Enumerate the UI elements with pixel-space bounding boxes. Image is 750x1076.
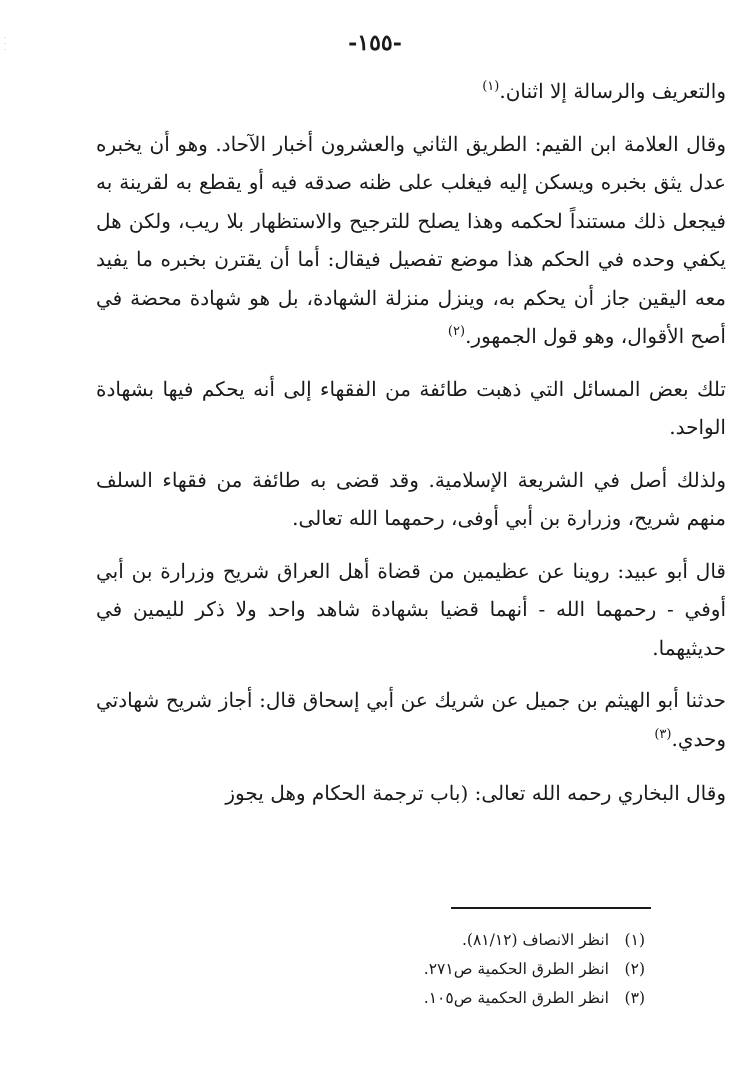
paragraph-6	[96, 681, 726, 758]
paragraph-2-text: وقال العلامة ابن القيم: الطريق الثاني والعشرون أخبار الآحاد. وهو أن يخبره عدل يثق بخبره ويسكن إليه فيغلب على ظنه صدقه فيه أو يقطع به لقرينة به فيجعل ذلك مستنداً لحكمه وهذا يصلح للترجيح والاستظهار بلا ريب، ولكن هل يكفي وحده في الحكم هذا موضع تفصيل فيقال: أما أن يقترن بخبره ما يفيد معه اليقين جاز أن يحكم به، وينزل منزلة الشهادة، بل هو شهادة محضة في أصح الأقوال، وهو قول الجمهور.	[96, 131, 726, 348]
footnotes	[300, 926, 645, 1013]
paragraph-7-text: وقال البخاري رحمه الله تعالى: (باب ترجمة الحكام وهل يجوز	[225, 781, 726, 805]
footnote-ref-3[interactable]: (٣)	[654, 726, 672, 742]
paragraph-1-text: والتعريف والرسالة إلا اثنان.	[499, 79, 726, 103]
paragraph-4	[96, 461, 726, 538]
footnote-number: (٢)	[624, 960, 645, 978]
paragraph-1	[96, 72, 726, 111]
paragraph-7	[96, 774, 726, 813]
footnote-ref-2[interactable]: (٢)	[447, 324, 466, 339]
body-text	[96, 72, 726, 813]
footnote-number: (١)	[624, 931, 645, 949]
paragraph-2	[96, 125, 726, 356]
footnote-divider	[451, 907, 651, 909]
footnote-item	[300, 955, 645, 984]
paragraph-3	[96, 370, 726, 447]
footnote-item	[300, 926, 645, 955]
footnote-text: انظر الانصاف (٨١/١٢).	[462, 931, 609, 949]
paragraph-5-text: قال أبو عبيد: روينا عن عظيمين من قضاة أهل العراق شريح وزرارة بن أبي أوفي - رحمهما الله - أنهما قضيا بشهادة شاهد واحد ولا ذكر لليمين في حديثيهما.	[96, 558, 726, 660]
paragraph-4-text: ولذلك أصل في الشريعة الإسلامية. وقد قضى به طائفة من فقهاء السلف منهم شريح، وزرارة بن أبي أوفى، رحمهما الله تعالى.	[96, 467, 727, 530]
footnote-text: انظر الطرق الحكمية ص٢٧١.	[423, 960, 609, 978]
paragraph-3-text: تلك بعض المسائل التي ذهبت طائفة من الفقهاء إلى أنه يحكم فيها بشهادة الواحد.	[96, 376, 726, 439]
paragraph-5	[96, 552, 726, 668]
footnote-text: انظر الطرق الحكمية ص١٠٥.	[423, 989, 609, 1007]
page-number: -١٥٥-	[348, 30, 402, 56]
footnote-number: (٣)	[624, 989, 645, 1007]
footnote-item	[300, 984, 645, 1013]
margin-scan-mark: · · ·	[4, 35, 6, 54]
footnote-ref-1[interactable]: (١)	[482, 79, 500, 94]
paragraph-6-text: حدثنا أبو الهيثم بن جميل عن شريك عن أبي إسحاق قال: أجاز شريح شهادتي وحدي.	[96, 688, 726, 751]
